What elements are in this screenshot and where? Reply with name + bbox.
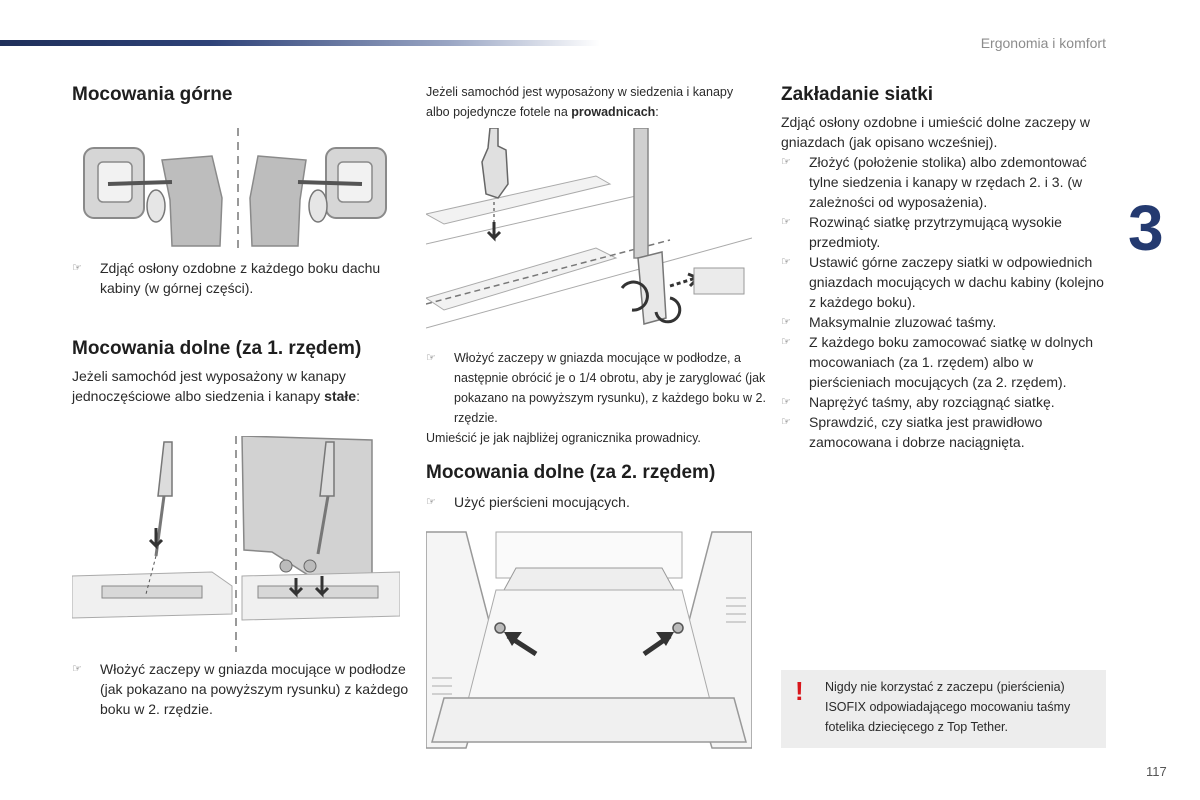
chapter-number: 3 <box>1128 192 1164 264</box>
pointing-hand-icon: ☞ <box>781 336 791 348</box>
pointing-hand-icon: ☞ <box>426 352 436 364</box>
cargo-rings-illustration <box>426 528 752 750</box>
heading-upper-mounts: Mocowania górne <box>72 84 233 105</box>
heading-lower-mounts-row1: Mocowania dolne (za 1. rzędem) <box>72 338 362 359</box>
pointing-hand-icon: ☞ <box>781 396 791 408</box>
pointing-hand-icon: ☞ <box>781 316 791 328</box>
warning-exclamation-icon: ! <box>795 676 804 706</box>
list-item: ☞ Rozwinąć siatkę przytrzymującą wysokie przedmioty. <box>781 214 1062 250</box>
list-item: ☞ Sprawdzić, czy siatka jest prawidłowo zamocowana i dobrze naciągnięta. <box>781 414 1043 450</box>
intro-lower-mounts-row1: Jeżeli samochód jest wyposażony w kanapy jednoczęściowe albo siedzenia i kanapy stałe: <box>72 368 360 404</box>
bullet-text: Włożyć zaczepy w gniazda mocujące w podłodze, a następnie obrócić je o 1/4 obrotu, aby je zaryglować (jak pokazano na powyższym rysunku), z każdego boku w 2. rzędzie. <box>454 351 766 425</box>
heading-net-installation: Zakładanie siatki <box>781 84 934 105</box>
pointing-hand-icon: ☞ <box>781 256 791 268</box>
bullet-insert-hooks-rails <box>426 348 784 428</box>
intro-net-installation: Zdjąć osłony ozdobne i umieścić dolne zaczepy w gniazdach (jak opisano wcześniej). <box>781 114 1090 150</box>
bullet-remove-covers <box>72 258 420 298</box>
bullet-text: Użyć pierścieni mocujących. <box>454 494 630 510</box>
warning-box <box>781 670 1106 748</box>
bullet-insert-hooks-row1 <box>72 659 420 719</box>
bullet-text: Włożyć zaczepy w gniazda mocujące w podłodze (jak pokazano na powyższym rysunku) z każdego boku w 2. rzędzie. <box>100 661 409 717</box>
list-item: ☞ Maksymalnie zluzować taśmy. <box>781 314 997 330</box>
heading-lower-mounts-row2: Mocowania dolne (za 2. rzędem) <box>426 462 716 483</box>
pointing-hand-icon: ☞ <box>781 156 791 168</box>
note-rail-stop: Umieścić je jak najbliżej ogranicznika prowadnicy. <box>426 431 701 445</box>
emphasis-rails: prowadnicach <box>571 105 656 119</box>
net-installation-steps <box>781 152 1111 452</box>
rail-mounts-illustration <box>426 128 752 346</box>
pointing-hand-icon: ☞ <box>781 216 791 228</box>
list-item: ☞ Naprężyć taśmy, aby rozciągnąć siatkę. <box>781 394 1055 410</box>
chapter-title: Ergonomia i komfort <box>980 35 1106 51</box>
lower-mounts-row1-illustration <box>72 436 400 652</box>
pointing-hand-icon: ☞ <box>781 416 791 428</box>
pointing-hand-icon: ☞ <box>426 496 436 508</box>
bullet-text: Zdjąć osłony ozdobne z każdego boku dachu kabiny (w górnej części). <box>100 260 381 296</box>
bullet-use-rings <box>426 492 784 512</box>
pointing-hand-icon: ☞ <box>72 262 82 274</box>
warning-text: Nigdy nie korzystać z zaczepu (pierścienia) ISOFIX odpowiadającego mocowaniu taśmy fotelika dziecięcego z Top Tether. <box>825 680 1071 734</box>
page-number: 117 <box>1146 764 1167 779</box>
emphasis-fixed: stałe <box>324 388 357 404</box>
list-item: ☞ Z każdego boku zamocować siatkę w dolnych mocowaniach (za 1. rzędem) albo w pierścieniach mocujących (za 2. rzędem). <box>781 334 1094 390</box>
list-item: ☞ Ustawić górne zaczepy siatki w odpowiednich gniazdach mocujących w dachu kabiny (kolejno z każdego boku). <box>781 254 1104 310</box>
pointing-hand-icon: ☞ <box>72 663 82 675</box>
upper-mounts-illustration <box>72 128 402 248</box>
header-accent-bar <box>0 40 600 46</box>
intro-rails: Jeżeli samochód jest wyposażony w siedzenia i kanapy albo pojedyncze fotele na prowadnicach: <box>426 85 734 119</box>
list-item: ☞ Złożyć (położenie stolika) albo zdemontować tylne siedzenia i kanapy w rzędach 2. i 3. (w zależności od wyposażenia). <box>781 154 1087 210</box>
